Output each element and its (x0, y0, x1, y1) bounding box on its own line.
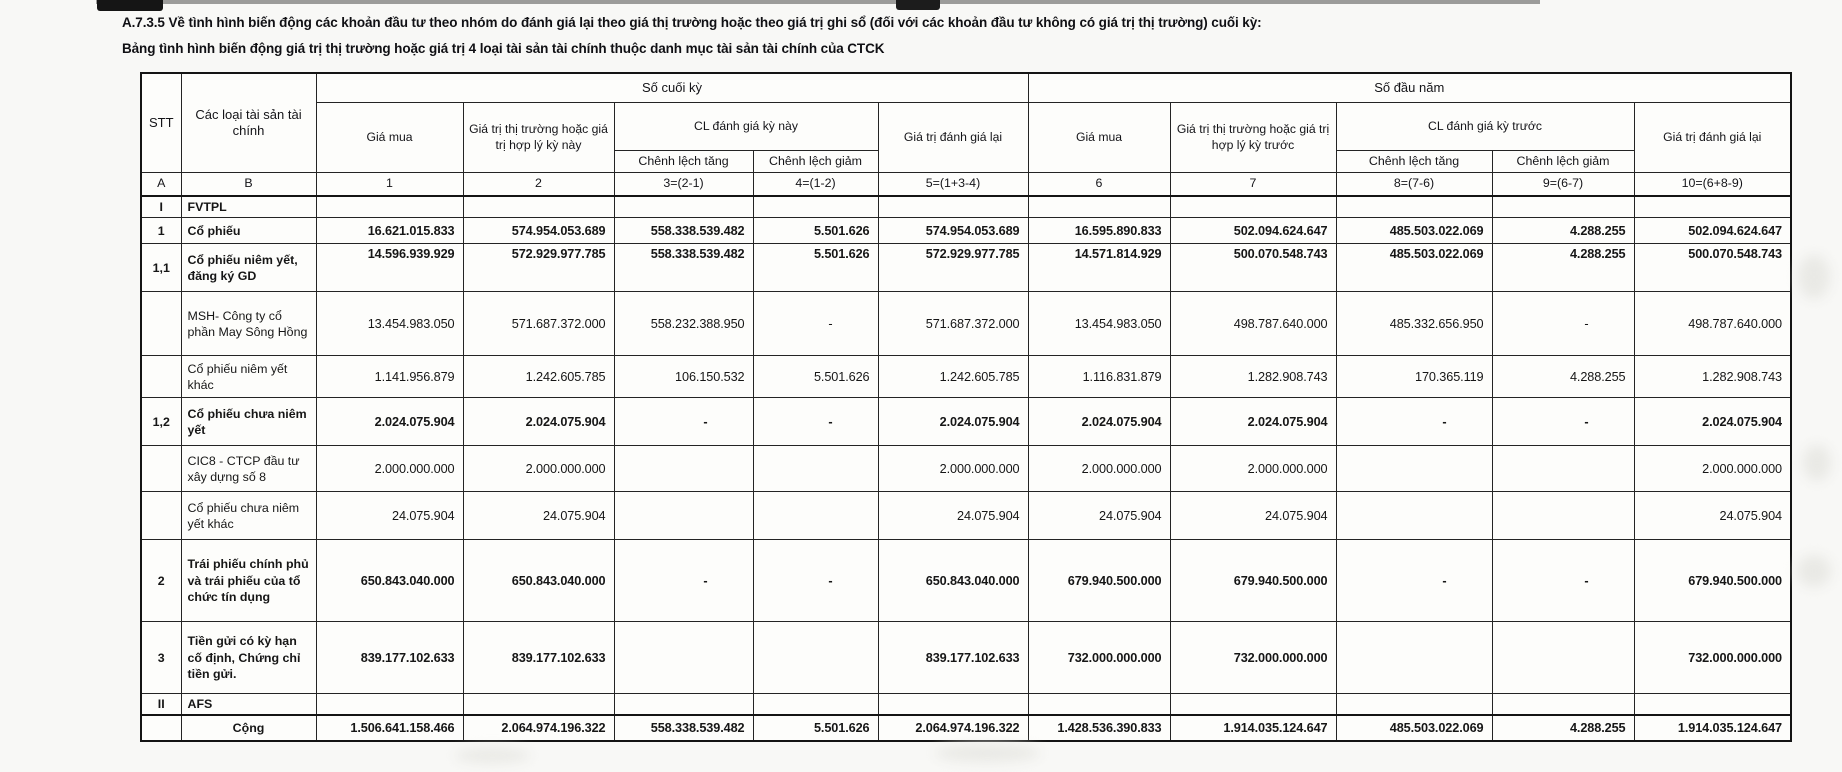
row-value: 4.288.255 (1492, 244, 1634, 292)
col-code: 7 (1170, 173, 1336, 197)
row-value: 13.454.983.050 (316, 292, 463, 356)
row-label: Trái phiếu chính phủ và trái phiếu của tổ chức tín dụng (181, 540, 316, 622)
header-market-value-prev-period: Giá trị thị trường hoặc giá trị hợp lý kỳ trước (1170, 103, 1336, 173)
header-row-groups (141, 73, 1791, 103)
col-code: B (181, 173, 316, 197)
scan-artifact-smudge (1797, 555, 1831, 587)
row-value: 502.094.624.647 (1170, 218, 1336, 244)
row-value: 732.000.000.000 (1028, 622, 1170, 694)
row-value: 5.501.626 (753, 218, 878, 244)
row-value: 485.332.656.950 (1336, 292, 1492, 356)
row-stt: I (141, 196, 181, 218)
row-value: 5.501.626 (753, 715, 878, 741)
row-label: CIC8 - CTCP đầu tư xây dựng số 8 (181, 446, 316, 492)
row-value: 2.024.075.904 (878, 398, 1028, 446)
row-value: 1.282.908.743 (1170, 356, 1336, 398)
col-code: 5=(1+3-4) (878, 173, 1028, 197)
col-code: 3=(2-1) (614, 173, 753, 197)
row-value: 2.024.075.904 (1028, 398, 1170, 446)
row-value (1028, 196, 1170, 218)
row-value: - (753, 398, 878, 446)
header-increase-end: Chênh lệch tăng (614, 151, 753, 173)
row-value: 558.338.539.482 (614, 218, 753, 244)
row-value: 839.177.102.633 (316, 622, 463, 694)
col-code: 4=(1-2) (753, 173, 878, 197)
row-value: 485.503.022.069 (1336, 244, 1492, 292)
row-value: - (614, 398, 753, 446)
row-value: 2.000.000.000 (1170, 446, 1336, 492)
row-value (753, 196, 878, 218)
row-value (614, 446, 753, 492)
row-value: 500.070.548.743 (1634, 244, 1791, 292)
row-value: 16.595.890.833 (1028, 218, 1170, 244)
row-value (1170, 196, 1336, 218)
table-row (141, 492, 1791, 540)
row-value: 574.954.053.689 (878, 218, 1028, 244)
header-diff-prev-period: CL đánh giá kỳ trước (1336, 103, 1634, 151)
row-value: 500.070.548.743 (1170, 244, 1336, 292)
header-market-value-this-period: Giá trị thị trường hoặc giá trị hợp lý kỳ này (463, 103, 614, 173)
row-value (614, 622, 753, 694)
row-value: 558.232.388.950 (614, 292, 753, 356)
col-code: 8=(7-6) (1336, 173, 1492, 197)
row-value (753, 694, 878, 716)
row-value: 170.365.119 (1336, 356, 1492, 398)
header-year-start: Số đầu năm (1028, 73, 1791, 103)
document-title (122, 10, 1682, 62)
table-row (141, 218, 1791, 244)
row-value: - (1336, 398, 1492, 446)
row-value: 24.075.904 (463, 492, 614, 540)
scan-artifact-top-strip (96, 0, 1540, 4)
row-stt (141, 492, 181, 540)
row-value (1492, 492, 1634, 540)
row-value (1336, 492, 1492, 540)
header-revalued-start: Giá trị đánh giá lại (1634, 103, 1791, 173)
row-stt (141, 715, 181, 741)
row-value: 558.338.539.482 (614, 715, 753, 741)
scan-artifact-smudge (1798, 255, 1830, 299)
row-value: 14.596.939.929 (316, 244, 463, 292)
scan-artifact-smudge (935, 744, 1040, 762)
header-decrease-start: Chênh lệch giảm (1492, 151, 1634, 173)
row-value: 16.621.015.833 (316, 218, 463, 244)
row-value: 839.177.102.633 (878, 622, 1028, 694)
row-value (753, 446, 878, 492)
table-row (141, 694, 1791, 716)
row-label: Cộng (181, 715, 316, 741)
col-code: A (141, 173, 181, 197)
header-row-codes (141, 173, 1791, 197)
scan-artifact-smudge (455, 748, 530, 763)
row-value: - (753, 540, 878, 622)
row-value (316, 694, 463, 716)
header-purchase-price-end: Giá mua (316, 103, 463, 173)
title-line-2: Bảng tình hình biến động giá trị thị trường hoặc giá trị 4 loại tài sản tài chính thuộc danh mục tài sản tài chính của CTCK (122, 41, 885, 56)
row-stt (141, 356, 181, 398)
row-label: Cổ phiếu chưa niêm yết (181, 398, 316, 446)
row-value: 24.075.904 (1028, 492, 1170, 540)
table-row (141, 446, 1791, 492)
table-container (140, 72, 1792, 742)
col-code: 2 (463, 173, 614, 197)
row-value: 732.000.000.000 (1634, 622, 1791, 694)
row-value: 2.064.974.196.322 (463, 715, 614, 741)
table-row (141, 622, 1791, 694)
row-value (614, 196, 753, 218)
row-value: 24.075.904 (1634, 492, 1791, 540)
row-value: 1.506.641.158.466 (316, 715, 463, 741)
row-value: 5.501.626 (753, 244, 878, 292)
row-value: 4.288.255 (1492, 715, 1634, 741)
row-value: 1.282.908.743 (1634, 356, 1791, 398)
row-value: 2.024.075.904 (316, 398, 463, 446)
row-stt: 1 (141, 218, 181, 244)
row-value (1492, 446, 1634, 492)
table-row (141, 196, 1791, 218)
row-stt: II (141, 694, 181, 716)
row-value: 650.843.040.000 (463, 540, 614, 622)
row-value: 572.929.977.785 (878, 244, 1028, 292)
row-value: 106.150.532 (614, 356, 753, 398)
row-value: 732.000.000.000 (1170, 622, 1336, 694)
row-value: 485.503.022.069 (1336, 715, 1492, 741)
row-value (878, 196, 1028, 218)
scan-artifact-top-blob (896, 0, 940, 10)
table-header (141, 73, 1791, 196)
row-value: 24.075.904 (316, 492, 463, 540)
row-value: 1.242.605.785 (878, 356, 1028, 398)
row-value: 5.501.626 (753, 356, 878, 398)
row-value: 2.000.000.000 (316, 446, 463, 492)
row-value: 1.116.831.879 (1028, 356, 1170, 398)
col-code: 6 (1028, 173, 1170, 197)
table-row (141, 244, 1791, 292)
row-value: 2.000.000.000 (463, 446, 614, 492)
row-label: Cổ phiếu chưa niêm yết khác (181, 492, 316, 540)
header-row-columns (141, 103, 1791, 151)
row-value: 679.940.500.000 (1634, 540, 1791, 622)
row-value: 558.338.539.482 (614, 244, 753, 292)
row-value: - (1336, 540, 1492, 622)
row-value (1336, 446, 1492, 492)
row-stt: 3 (141, 622, 181, 694)
table-body (141, 196, 1791, 741)
row-value (1170, 694, 1336, 716)
row-value (1634, 196, 1791, 218)
row-value (1634, 694, 1791, 716)
row-stt (141, 446, 181, 492)
row-value: 1.242.605.785 (463, 356, 614, 398)
row-label: Cổ phiếu (181, 218, 316, 244)
row-value: 650.843.040.000 (878, 540, 1028, 622)
row-value: - (1492, 398, 1634, 446)
header-purchase-price-start: Giá mua (1028, 103, 1170, 173)
row-value: 2.000.000.000 (1634, 446, 1791, 492)
row-stt: 1,2 (141, 398, 181, 446)
row-value (463, 694, 614, 716)
row-value (316, 196, 463, 218)
row-value: 4.288.255 (1492, 218, 1634, 244)
row-value (1336, 694, 1492, 716)
row-value (1492, 694, 1634, 716)
row-value: 485.503.022.069 (1336, 218, 1492, 244)
row-label: Tiền gửi có kỳ hạn cố định, Chứng chỉ tiền gửi. (181, 622, 316, 694)
header-stt: STT (141, 73, 181, 173)
row-label: FVTPL (181, 196, 316, 218)
table-row (141, 292, 1791, 356)
row-value: 572.929.977.785 (463, 244, 614, 292)
row-value (1336, 196, 1492, 218)
row-value: 24.075.904 (878, 492, 1028, 540)
row-value (614, 694, 753, 716)
row-value: 2.024.075.904 (1170, 398, 1336, 446)
row-stt: 2 (141, 540, 181, 622)
row-value: 839.177.102.633 (463, 622, 614, 694)
row-value: 574.954.053.689 (463, 218, 614, 244)
header-decrease-end: Chênh lệch giảm (753, 151, 878, 173)
row-value (753, 492, 878, 540)
row-value: 14.571.814.929 (1028, 244, 1170, 292)
table-row (141, 398, 1791, 446)
header-revalued-end: Giá trị đánh giá lại (878, 103, 1028, 173)
row-value (878, 694, 1028, 716)
row-value: 2.024.075.904 (463, 398, 614, 446)
row-value: 24.075.904 (1170, 492, 1336, 540)
col-code: 9=(6-7) (1492, 173, 1634, 197)
row-value: 502.094.624.647 (1634, 218, 1791, 244)
col-code: 10=(6+8-9) (1634, 173, 1791, 197)
row-label: Cổ phiếu niêm yết khác (181, 356, 316, 398)
title-line-1: A.7.3.5 Về tình hình biến động các khoản đầu tư theo nhóm do đánh giá lại theo giá thị trường hoặc theo giá trị ghi sổ (đối với các khoản đầu tư không có giá trị thị trường) cuối kỳ: (122, 15, 1262, 30)
header-increase-start: Chênh lệch tăng (1336, 151, 1492, 173)
row-value: 1.914.035.124.647 (1634, 715, 1791, 741)
row-value: 679.940.500.000 (1028, 540, 1170, 622)
row-value: 571.687.372.000 (463, 292, 614, 356)
header-diff-this-period: CL đánh giá kỳ này (614, 103, 878, 151)
row-value: 571.687.372.000 (878, 292, 1028, 356)
row-value: 1.914.035.124.647 (1170, 715, 1336, 741)
row-value: 679.940.500.000 (1170, 540, 1336, 622)
row-value: - (1492, 540, 1634, 622)
row-value (1492, 622, 1634, 694)
row-label: MSH- Công ty cổ phần May Sông Hồng (181, 292, 316, 356)
row-value: 13.454.983.050 (1028, 292, 1170, 356)
assets-valuation-table (140, 72, 1792, 742)
row-value: 2.000.000.000 (1028, 446, 1170, 492)
row-value: 2.064.974.196.322 (878, 715, 1028, 741)
row-value (1336, 622, 1492, 694)
row-value: 498.787.640.000 (1170, 292, 1336, 356)
row-value (1492, 196, 1634, 218)
row-value: 498.787.640.000 (1634, 292, 1791, 356)
row-value: 650.843.040.000 (316, 540, 463, 622)
table-row (141, 356, 1791, 398)
row-label: Cổ phiếu niêm yết, đăng ký GD (181, 244, 316, 292)
row-stt (141, 292, 181, 356)
row-value: 2.024.075.904 (1634, 398, 1791, 446)
row-label: AFS (181, 694, 316, 716)
row-value: 4.288.255 (1492, 356, 1634, 398)
row-value: - (753, 292, 878, 356)
table-row (141, 715, 1791, 741)
row-value: 1.141.956.879 (316, 356, 463, 398)
row-value: 1.428.536.390.833 (1028, 715, 1170, 741)
header-period-end: Số cuối kỳ (316, 73, 1028, 103)
scan-artifact-smudge (1803, 445, 1831, 481)
header-asset-type: Các loại tài sản tài chính (181, 73, 316, 173)
row-value: 2.000.000.000 (878, 446, 1028, 492)
table-row (141, 540, 1791, 622)
row-stt: 1,1 (141, 244, 181, 292)
row-value (463, 196, 614, 218)
col-code: 1 (316, 173, 463, 197)
row-value (753, 622, 878, 694)
row-value: - (614, 540, 753, 622)
row-value (614, 492, 753, 540)
row-value: - (1492, 292, 1634, 356)
row-value (1028, 694, 1170, 716)
